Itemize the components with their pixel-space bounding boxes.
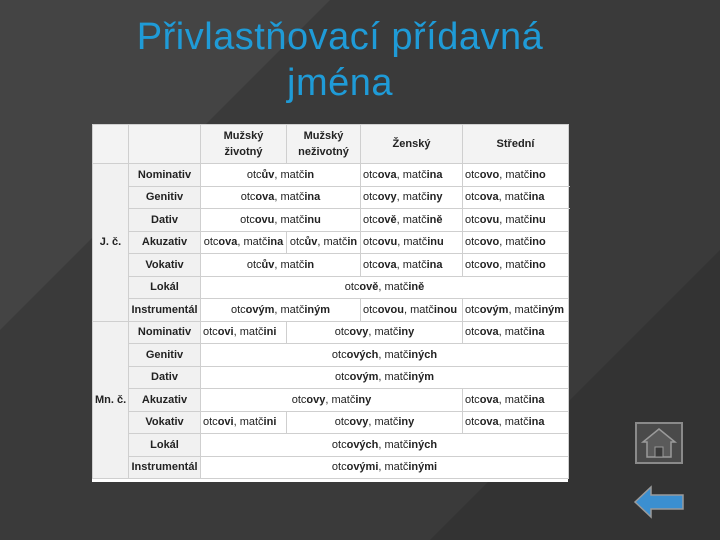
home-icon (637, 424, 681, 462)
form-stem: otc (363, 168, 378, 181)
pl-row-5 (93, 434, 569, 457)
case-label: Lokál (129, 276, 201, 299)
form-cell (201, 456, 569, 479)
form-ending: ovi (217, 416, 234, 429)
case-label: Instrumentál (129, 456, 201, 479)
form-ending: ovy (377, 191, 397, 204)
sg-row-4 (93, 254, 569, 277)
form-stem: , matč (274, 303, 305, 316)
form-stem: , matč (274, 168, 305, 181)
form-ending: iným (304, 303, 331, 316)
pl-row-3 (93, 389, 569, 412)
form-stem: , matč (499, 258, 530, 271)
form-stem: otc (465, 213, 480, 226)
case-label: Akuzativ (129, 231, 201, 254)
form-cell (201, 254, 361, 277)
form-stem: , matč (498, 326, 529, 339)
header-corner-case (129, 125, 201, 164)
case-label: Instrumentál (129, 299, 201, 322)
form-stem: otc (363, 258, 378, 271)
form-stem: , matč (378, 461, 409, 474)
form-ending: inu (427, 236, 444, 249)
form-stem: , matč (396, 168, 427, 181)
header-feminine: Ženský (361, 125, 463, 164)
form-cell (463, 411, 569, 434)
pl-row-1 (93, 344, 569, 367)
form-cell (361, 209, 463, 232)
form-ending: ovy (349, 326, 369, 339)
form-stem: otc (334, 326, 350, 339)
pl-row-4 (93, 411, 569, 434)
form-stem: , matč (499, 168, 530, 181)
form-cell (463, 321, 569, 344)
form-ending: ini (263, 326, 277, 339)
form-cell (361, 254, 463, 277)
case-label: Vokativ (129, 411, 201, 434)
form-stem: otc (203, 416, 218, 429)
form-cell (287, 231, 361, 254)
form-ending: ino (529, 258, 546, 271)
case-label: Dativ (129, 366, 201, 389)
form-stem: , matč (378, 371, 409, 384)
page-title (60, 14, 620, 106)
form-stem: otc (465, 191, 480, 204)
form-stem: , matč (368, 326, 399, 339)
form-stem: otc (331, 461, 347, 474)
case-label: Akuzativ (129, 389, 201, 412)
form-ending: ina (528, 191, 545, 204)
form-ending: ině (408, 281, 425, 294)
sg-row-3 (93, 231, 569, 254)
form-ending: inu (529, 213, 546, 226)
form-ending: ina (426, 168, 443, 181)
form-cell (287, 411, 463, 434)
form-ending: iných (408, 438, 438, 451)
form-ending: ově (377, 213, 397, 226)
form-stem: , matč (378, 281, 409, 294)
form-ending: ova (479, 416, 499, 429)
form-stem: otc (363, 213, 378, 226)
header-masc-animate-l1: Mužský (223, 130, 264, 142)
form-stem: , matč (499, 236, 530, 249)
form-stem: otc (363, 236, 378, 249)
form-ending: iným (408, 371, 435, 384)
form-stem: otc (240, 191, 256, 204)
form-ending: ina (426, 258, 443, 271)
form-ending: in (304, 168, 315, 181)
form-cell (463, 299, 569, 322)
form-cell (361, 186, 463, 209)
case-label: Genitiv (129, 186, 201, 209)
form-stem: otc (465, 303, 480, 316)
form-stem: otc (465, 258, 480, 271)
form-ending: iny (398, 326, 415, 339)
header-masc-animate (201, 125, 287, 164)
form-stem: otc (465, 326, 480, 339)
form-stem: otc (246, 258, 262, 271)
sg-row-6 (93, 299, 569, 322)
header-masc-inanimate-l1: Mužský (303, 130, 344, 142)
form-cell (201, 164, 361, 187)
form-ending: ina (267, 236, 284, 249)
form-ending: ova (377, 168, 397, 181)
form-stem: , matč (237, 236, 268, 249)
form-ending: ovy (306, 393, 326, 406)
sg-row-0 (93, 164, 569, 187)
form-cell (201, 344, 569, 367)
form-stem: otc (246, 168, 262, 181)
form-stem: otc (240, 213, 255, 226)
form-ending: ovo (479, 168, 500, 181)
header-neuter: Střední (463, 125, 569, 164)
form-ending: ina (528, 393, 545, 406)
form-stem: , matč (396, 213, 427, 226)
header-masc-inanimate (287, 125, 361, 164)
form-stem: , matč (317, 236, 348, 249)
form-stem: , matč (368, 416, 399, 429)
form-ending: ino (529, 168, 546, 181)
form-ending: ovou (377, 303, 404, 316)
form-stem: otc (344, 281, 360, 294)
form-stem: , matč (498, 191, 529, 204)
pl-row-6 (93, 456, 569, 479)
form-stem: otc (203, 326, 218, 339)
form-ending: ovo (479, 258, 500, 271)
form-cell (361, 164, 463, 187)
form-ending: ino (529, 236, 546, 249)
header-corner (93, 125, 129, 164)
form-stem: , matč (378, 348, 409, 361)
form-ending: ův (304, 236, 318, 249)
form-cell (201, 276, 569, 299)
form-ending: ovu (377, 236, 398, 249)
form-cell (201, 186, 361, 209)
form-stem: otc (334, 371, 350, 384)
form-cell (201, 299, 361, 322)
form-ending: ovým (245, 303, 275, 316)
header-masc-animate-l2: životný (224, 146, 263, 158)
pl-row-2 (93, 366, 569, 389)
form-ending: ovy (349, 416, 369, 429)
form-ending: ových (346, 348, 379, 361)
form-stem: , matč (274, 191, 305, 204)
group-singular: J. č. (93, 164, 129, 322)
title-line-1: Přivlastňovací přídavná (136, 16, 544, 58)
form-stem: otc (334, 416, 350, 429)
form-stem: , matč (325, 393, 356, 406)
form-cell (201, 389, 463, 412)
form-ending: inu (304, 213, 321, 226)
form-ending: iných (408, 348, 438, 361)
back-button[interactable] (633, 484, 685, 520)
form-stem: otc (465, 236, 480, 249)
form-cell (201, 321, 287, 344)
form-cell (463, 231, 569, 254)
form-stem: otc (465, 416, 480, 429)
form-ending: ina (528, 326, 545, 339)
home-button[interactable] (635, 422, 683, 464)
form-ending: ův (261, 258, 275, 271)
case-label: Lokál (129, 434, 201, 457)
form-stem: , matč (499, 213, 530, 226)
form-ending: ovo (479, 236, 500, 249)
form-cell (463, 389, 569, 412)
header-row (93, 125, 569, 164)
form-stem: otc (291, 393, 307, 406)
form-cell (463, 164, 569, 187)
form-ending: iny (355, 393, 372, 406)
form-ending: ova (479, 326, 499, 339)
form-stem: otc (465, 168, 480, 181)
case-label: Nominativ (129, 164, 201, 187)
form-ending: ovými (346, 461, 379, 474)
form-stem: , matč (233, 326, 264, 339)
form-ending: iným (538, 303, 565, 316)
form-ending: ini (263, 416, 277, 429)
title-line-2: jména (287, 62, 393, 104)
form-ending: ovým (349, 371, 379, 384)
form-cell (463, 209, 569, 232)
form-cell (361, 299, 463, 322)
case-label: Dativ (129, 209, 201, 232)
form-cell (463, 186, 569, 209)
sg-row-1 (93, 186, 569, 209)
form-cell (361, 231, 463, 254)
form-ending: iny (426, 191, 443, 204)
case-label: Nominativ (129, 321, 201, 344)
form-stem: otc (203, 236, 219, 249)
back-arrow-icon (633, 484, 685, 520)
form-cell (201, 434, 569, 457)
sg-row-5 (93, 276, 569, 299)
form-stem: , matč (274, 258, 305, 271)
form-stem: otc (230, 303, 246, 316)
form-ending: ina (528, 416, 545, 429)
form-stem: , matč (397, 236, 428, 249)
form-stem: otc (331, 348, 347, 361)
form-cell (201, 366, 569, 389)
header-masc-inanimate-l2: neživotný (298, 146, 349, 158)
form-ending: ovým (479, 303, 509, 316)
form-ending: ovu (254, 213, 275, 226)
form-stem: , matč (498, 393, 529, 406)
form-ending: ova (218, 236, 238, 249)
form-ending: ině (426, 213, 443, 226)
form-ending: iny (398, 416, 415, 429)
declension-table (92, 124, 569, 479)
form-cell (201, 209, 361, 232)
form-stem: otc (465, 393, 480, 406)
group-plural: Mn. č. (93, 321, 129, 479)
form-cell (463, 254, 569, 277)
form-stem: , matč (403, 303, 434, 316)
form-stem: , matč (498, 416, 529, 429)
pl-row-0 (93, 321, 569, 344)
form-ending: ova (255, 191, 275, 204)
form-ending: in (347, 236, 358, 249)
form-ending: ově (359, 281, 379, 294)
form-stem: , matč (396, 191, 427, 204)
form-stem: otc (363, 191, 378, 204)
form-ending: in (304, 258, 315, 271)
form-cell (287, 321, 463, 344)
form-stem: otc (363, 303, 378, 316)
form-stem: , matč (378, 438, 409, 451)
form-ending: ova (479, 393, 499, 406)
form-ending: inou (433, 303, 458, 316)
form-ending: inými (408, 461, 438, 474)
form-stem: , matč (274, 213, 305, 226)
form-stem: , matč (396, 258, 427, 271)
form-ending: ovi (217, 326, 234, 339)
form-stem: otc (289, 236, 305, 249)
form-stem: , matč (233, 416, 264, 429)
form-ending: ův (261, 168, 275, 181)
form-cell (201, 231, 287, 254)
form-ending: ina (304, 191, 321, 204)
form-ending: ova (377, 258, 397, 271)
sg-row-2 (93, 209, 569, 232)
form-ending: ovu (479, 213, 500, 226)
form-stem: , matč (508, 303, 539, 316)
form-cell (201, 411, 287, 434)
form-ending: ova (479, 191, 499, 204)
form-stem: otc (331, 438, 347, 451)
form-ending: ových (346, 438, 379, 451)
declension-table-container (92, 124, 568, 482)
case-label: Vokativ (129, 254, 201, 277)
case-label: Genitiv (129, 344, 201, 367)
